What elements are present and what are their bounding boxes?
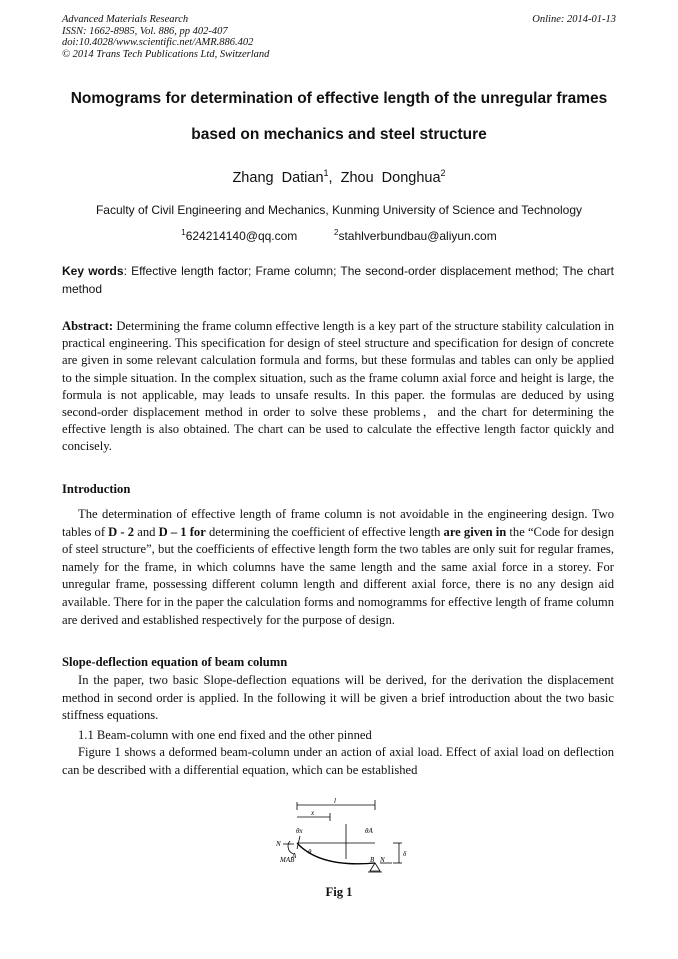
author-2: Zhou Donghua [340,170,441,186]
paper-title-line2: based on mechanics and steel structure [191,126,487,143]
label-n-right: N [380,856,385,864]
label-theta-a: θA [365,827,373,835]
label-a: A [292,852,297,860]
keywords [62,263,614,298]
email-2-marker: 2 [334,228,339,237]
label-l: l [334,797,336,805]
author-2-affil: 2 [440,168,446,178]
keywords-label: Key words [62,264,124,278]
beam-column-diagram [270,796,420,881]
figure-caption: Fig 1 [325,885,353,899]
label-x: x [311,809,315,817]
label-delta: δ [403,850,407,858]
email-1: 624214140@qq.com [185,229,298,243]
author-1-affil: 1 [323,168,329,178]
keywords-text: : Effective length factor; Frame column; The second-order displacement method; The chart method [62,264,614,296]
label-m-ab: MAB [280,856,295,864]
author-list [0,168,678,186]
issn-line: ISSN: 1662-8985, Vol. 886, pp 402-407 [62,25,228,37]
email-2: stahlverbundbau@aliyun.com [338,229,497,243]
email-1-marker: 1 [181,228,186,237]
author-separator: , [328,170,333,186]
slope-deflection-heading: Slope-deflection equation of beam column [62,655,288,669]
affiliation: Faculty of Civil Engineering and Mechanics, Kunming University of Science and Technology [95,203,583,217]
figure-intro-paragraph: Figure 1 shows a deformed beam-column under an action of axial load. Effect of axial load on deflection can be described with a differential equation, which can be established [62,745,614,777]
abstract-label: Abstract: [62,319,114,333]
paper-title-line1: Nomograms for determination of effective length of the unregular frames [70,90,608,107]
abstract [62,318,614,456]
journal-header [62,14,616,60]
label-theta-small: θ [308,848,312,856]
introduction-paragraph: The determination of effective length of frame column is not avoidable in the engineering design. Two tables of D - 2 and D – 1 for determining the coefficient of effective length are given in the “Code for design of steel structure”, but the coefficients of effective length form the two tables are only suit for regular frames, namely for the frame, in which columns have the same length and the same axial force in a storey. For unregular frame, possessing different column length and different axial force, there is no any design aid available. There for in the paper the calculation forms and nomogramms for effective length of frame column are derived and established respectively for the purpose of design. [62,507,614,627]
label-n-left: N [276,840,281,848]
copyright-line: © 2014 Trans Tech Publications Ltd, Switzerland [62,48,270,60]
label-theta-x: θx [296,827,303,835]
abstract-text: Determining the frame column effective length is a key part of the structure stability calculation in practical engineering. This specification for design of steel structure and specification for design of concrete are given in some relevant calculation formula and forms, but these formulas and tables can only be applied to the simple situation. In the complex situation, such as the frame column axial force and height is large, the formula is not applicable, may leads to unsafe results. In this paper. the formulas are deduced by using second-order displacement method in order to solve these problems，and the chart for determining the effective length is also obtained. The chart can be used to calculate the effective length factor quickly and concisely. [62,319,614,454]
author-1: Zhang Datian [232,170,324,186]
pin-support [370,863,380,871]
journal-name: Advanced Materials Research [62,14,189,25]
subsection-heading: 1.1 Beam-column with one end fixed and the other pinned [78,728,372,742]
introduction-heading: Introduction [62,482,131,496]
slope-deflection-paragraph: In the paper, two basic Slope-deflection equations will be derived, for the derivation the displacement method in second order is applied. In the following it will be given a brief introduction about the two basic stiffness equations. [62,673,614,723]
label-b: B [370,856,375,864]
email-list [0,228,678,243]
online-date: Online: 2014-01-13 [532,14,616,25]
fixed-support [297,836,300,849]
doi-line: doi:10.4028/www.scientific.net/AMR.886.402 [62,37,254,49]
